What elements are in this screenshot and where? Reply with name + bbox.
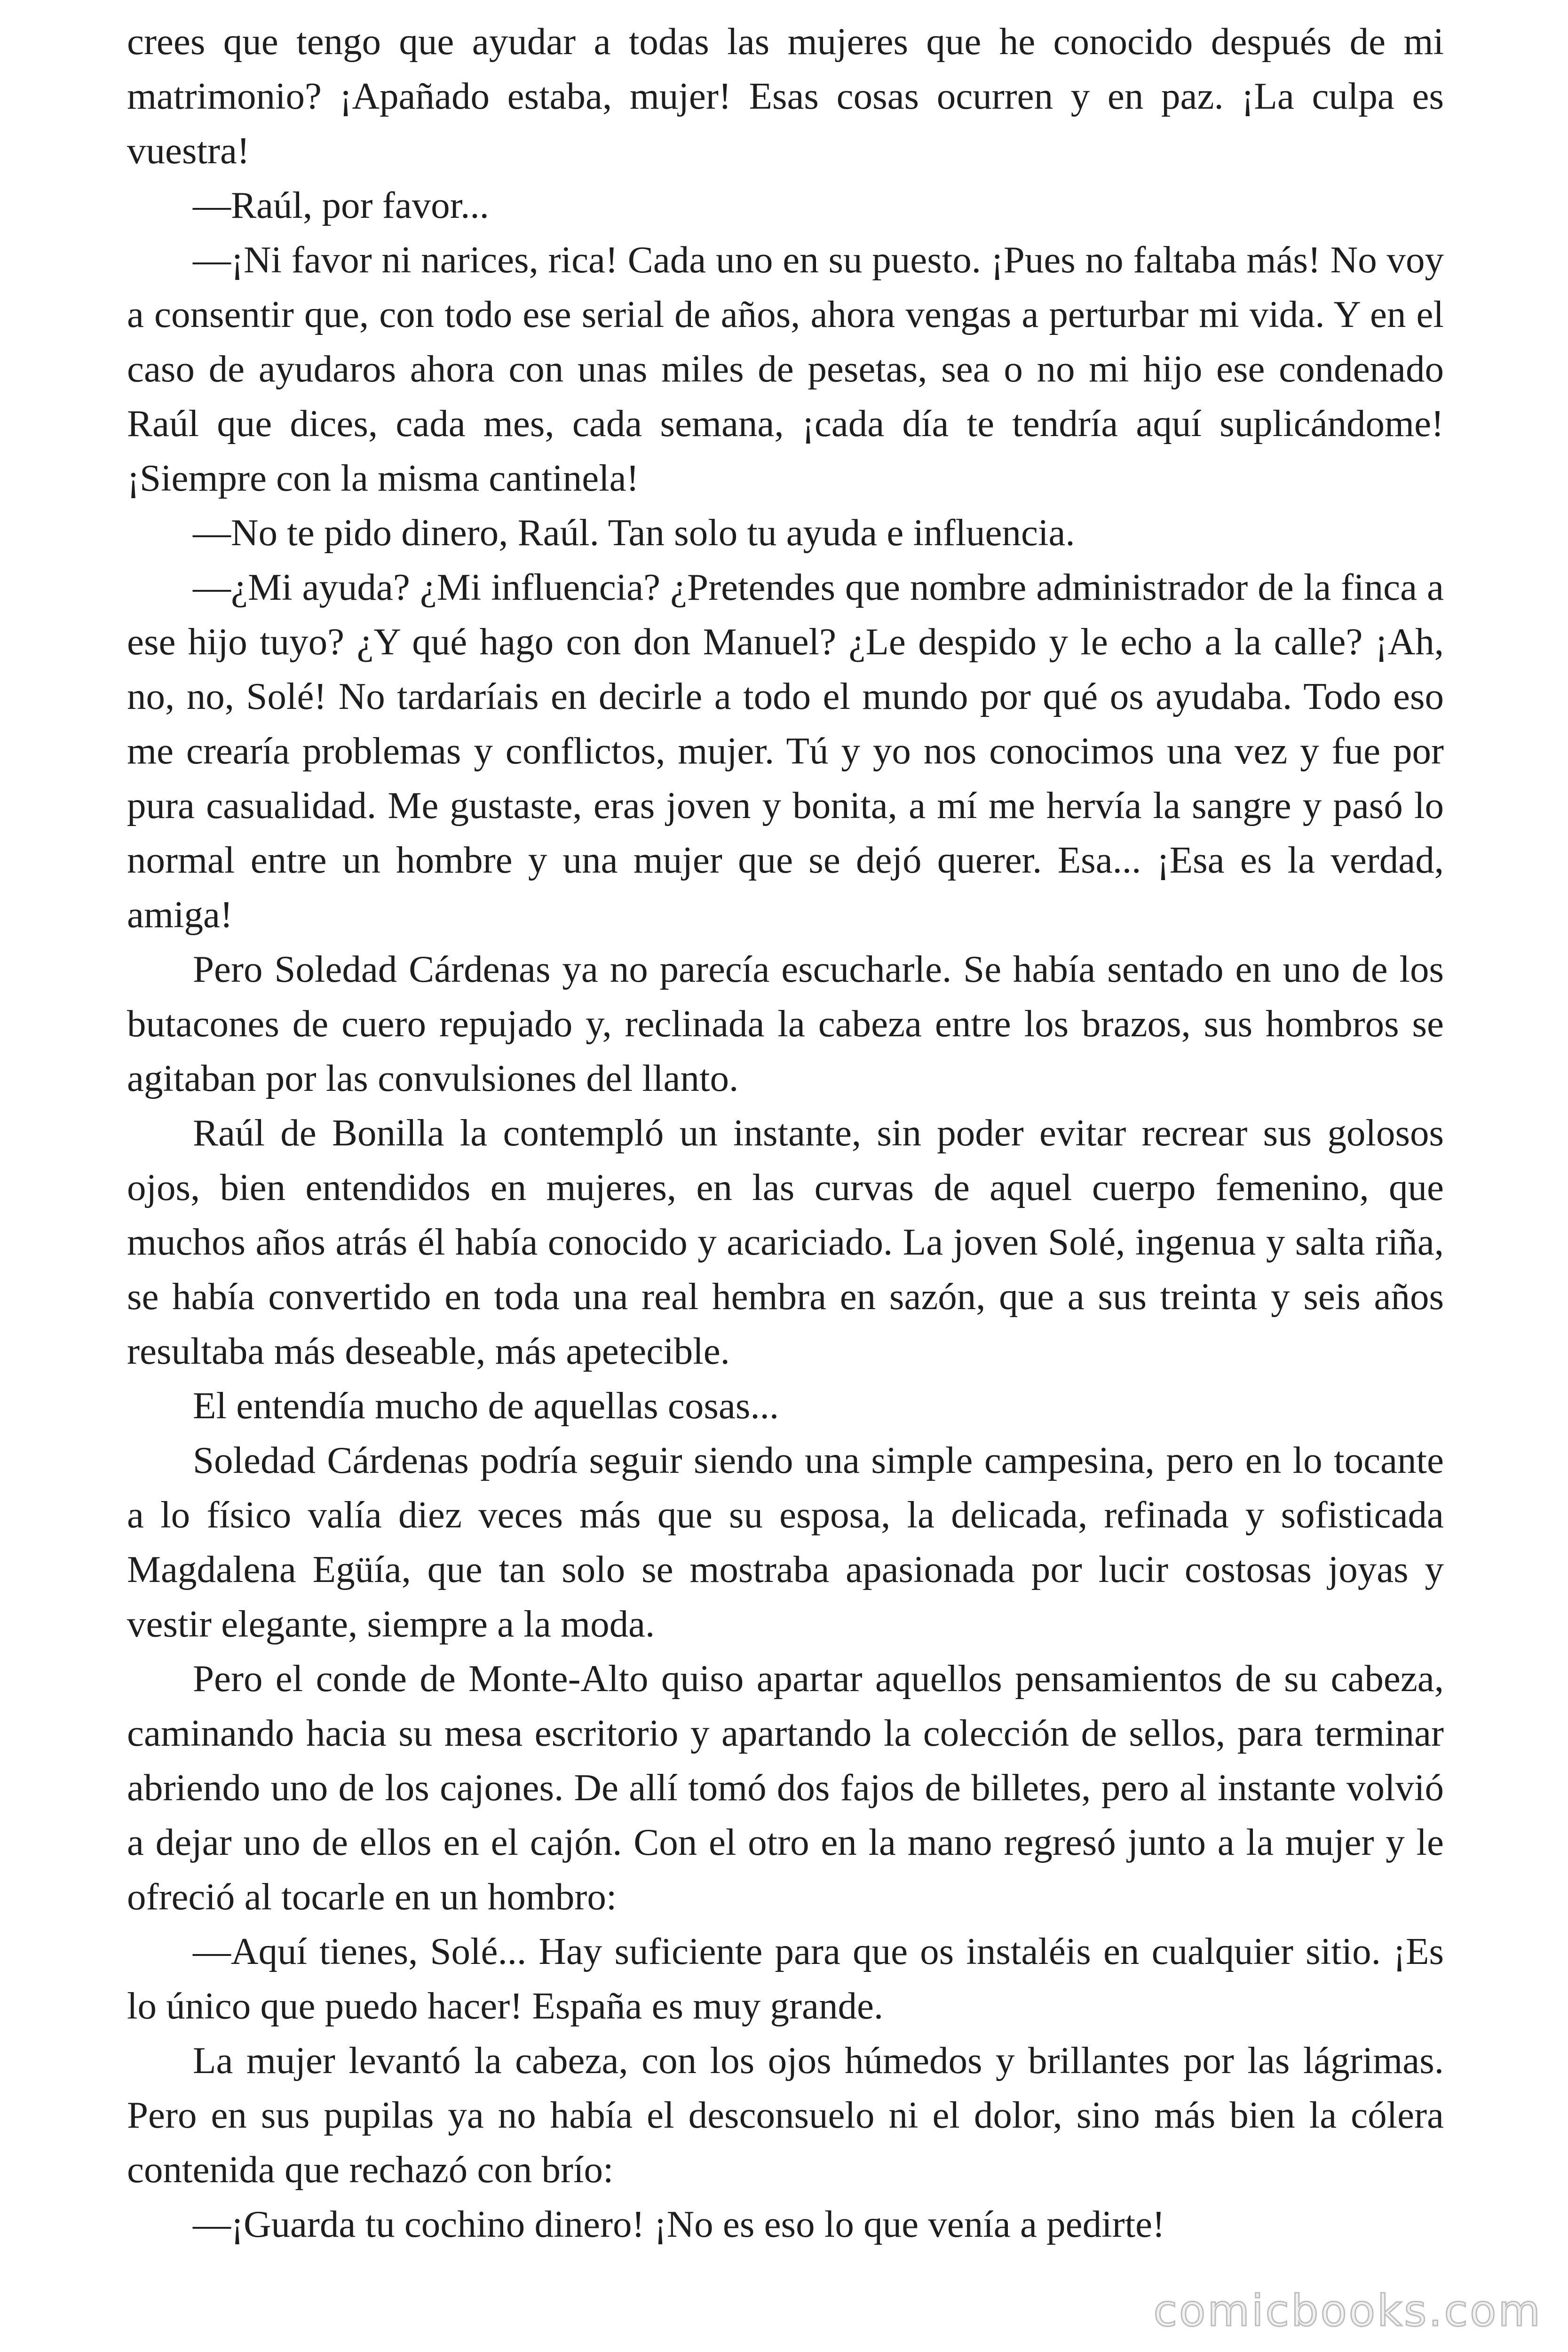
page-body bbox=[127, 14, 1444, 2310]
paragraph-3: —¡Ni favor ni narices, rica! Cada uno en su puesto. ¡Pues no faltaba más! No voy a consentir que, con todo ese serial de años, ahora vengas a perturbar mi vida. Y en el caso de ayudaros ahora con unas miles de pesetas, sea o no mi hijo ese condenado Raúl que dices, cada mes, cada semana, ¡cada día te tendría aquí suplicándome! ¡Siempre con la misma cantinela! bbox=[127, 238, 1444, 499]
paragraph-9: Soledad Cárdenas podría seguir siendo una simple campesina, pero en lo tocante a lo físico valía diez veces más que su esposa, la delicada, refinada y sofisticada Magdalena Egüía, que tan solo se mostraba apasionada por lucir costosas joyas y vestir elegante, siempre a la moda. bbox=[127, 1439, 1444, 1645]
paragraph-6: Pero Soledad Cárdenas ya no parecía escucharle. Se había sentado en uno de los butacones de cuero repujado y, reclinada la cabeza entre los brazos, sus hombros se agitaban por las convulsiones del llanto. bbox=[127, 948, 1444, 1099]
watermark: comicbooks.com bbox=[1153, 2286, 1542, 2336]
paragraph-11: —Aquí tienes, Solé... Hay suficiente para que os instaléis en cualquier sitio. ¡Es lo único que puedo hacer! España es muy grande. bbox=[127, 1930, 1444, 2027]
paragraph-13: —¡Guarda tu cochino dinero! ¡No es eso lo que venía a pedirte! bbox=[193, 2203, 1165, 2245]
paragraph-4: —No te pido dinero, Raúl. Tan solo tu ayuda e influencia. bbox=[193, 511, 1075, 554]
paragraph-10: Pero el conde de Monte-Alto quiso apartar aquellos pensamientos de su cabeza, caminando hacia su mesa escritorio y apartando la colección de sellos, para terminar abriendo uno de los cajones. De allí tomó dos fajos de billetes, pero al instante volvió a dejar uno de ellos en el cajón. Con el otro en la mano regresó junto a la mujer y le ofreció al tocarle en un hombro: bbox=[127, 1657, 1444, 1918]
paragraph-12: La mujer levantó la cabeza, con los ojos húmedos y brillantes por las lágrimas. Pero en sus pupilas ya no había el desconsuelo ni el dolor, sino más bien la cólera contenida que rechazó con brío: bbox=[127, 2039, 1444, 2191]
paragraph-5: —¿Mi ayuda? ¿Mi influencia? ¿Pretendes que nombre administrador de la finca a ese hijo tuyo? ¿Y qué hago con don Manuel? ¿Le despido y le echo a la calle? ¡Ah, no, no, Solé! No tardaríais en decirle a todo el mundo por qué os ayudaba. Todo eso me crearía problemas y conflictos, mujer. Tú y yo nos conocimos una vez y fue por pura casualidad. Me gustaste, eras joven y bonita, a mí me hervía la sangre y pasó lo normal entre un hombre y una mujer que se dejó querer. Esa... ¡Esa es la verdad, amiga! bbox=[127, 566, 1444, 936]
paragraph-1: crees que tengo que ayudar a todas las mujeres que he conocido después de mi matrimonio? ¡Apañado estaba, mujer! Esas cosas ocurren y en paz. ¡La culpa es vuestra! bbox=[127, 20, 1444, 172]
paragraph-7: Raúl de Bonilla la contempló un instante, sin poder evitar recrear sus golosos ojos, bien entendidos en mujeres, en las curvas de aquel cuerpo femenino, que muchos años atrás él había conocido y acariciado. La joven Solé, ingenua y salta riña, se había convertido en toda una real hembra en sazón, que a sus treinta y seis años resultaba más deseable, más apetecible. bbox=[127, 1112, 1444, 1372]
paragraph-8: El entendía mucho de aquellas cosas... bbox=[193, 1384, 779, 1427]
paragraph-2: —Raúl, por favor... bbox=[193, 184, 489, 226]
